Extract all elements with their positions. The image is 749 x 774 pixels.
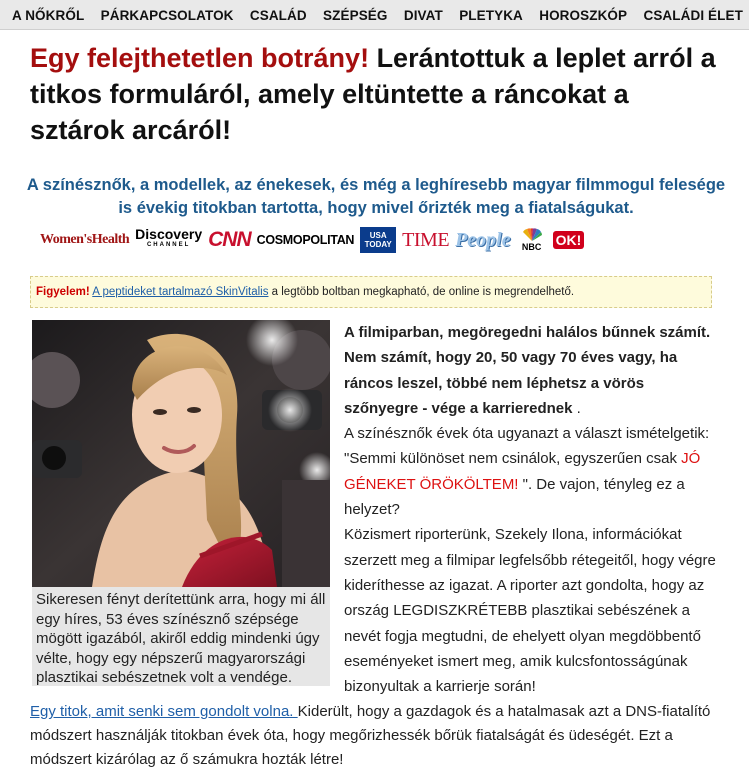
time-logo: TIME xyxy=(402,228,450,251)
nav-item-szepseg[interactable]: SZÉPSÉG xyxy=(323,7,388,23)
nav-item-parkapcsolatok[interactable]: PÁRKAPCSOLATOK xyxy=(100,7,234,23)
top-navigation xyxy=(0,0,749,30)
subheadline: A színésznők, a modellek, az énekesek, és még a leghíresebb magyar filmmogul felesége is évekig titokban tartotta, hogy mivel őrizték meg a fiatalságukat. xyxy=(26,176,726,217)
article-intro-bold: A filmiparban, megöregedni halálos bűnnek számít. Nem számít, hogy 20, 50 vagy 70 éves vagy, ha ráncos leszel, többé nem léphetsz a vörös szőnyegre - vége a karrierednek xyxy=(344,324,711,417)
womens-health-logo: Women'sHealth xyxy=(40,232,130,247)
nav-item-a-nokrol[interactable]: A NŐKRŐL xyxy=(12,7,85,23)
page-title xyxy=(30,40,730,148)
usa-today-logo-line2: TODAY xyxy=(364,240,392,249)
nav-item-csalad[interactable]: CSALÁD xyxy=(249,7,307,23)
cosmopolitan-logo: COSMOPOLITAN xyxy=(256,233,355,247)
nav-item-pletyka[interactable]: PLETYKA xyxy=(459,7,523,23)
headline-text: Lerántottuk a leplet arról a titkos formuláról, amely eltüntette a ráncokat a sztárok arcáról! xyxy=(30,43,716,145)
article-paragraph-2 xyxy=(344,421,716,522)
paragraph-2-end: ". De vajon, tényleg ez a helyzet? xyxy=(344,475,685,519)
media-logos-strip xyxy=(40,226,584,254)
nav-item-csaladi-elet[interactable]: CSALÁDI ÉLET xyxy=(643,7,743,23)
nbc-logo xyxy=(517,228,547,252)
photo-caption: Sikeresen fényt derítettünk arra, hogy mi áll egy híres, 53 éves színésznő szépsége mögött igazából, akiről eddig mindenki úgy vélte, hogy egy népszerű magyarországi plasztikai sebészetnek volt a vendége. xyxy=(32,587,330,686)
ok-magazine-logo: OK! xyxy=(553,231,585,249)
celebrity-photo-illustration xyxy=(32,320,330,587)
article-intro xyxy=(344,320,716,421)
bottom-text: Kiderült, hogy a gazdagok és a hatalmasak azt a DNS-fiatalító módszert használják titokban évek óta, hogy megőrizhessék bőrük fiatalságát és üdeségét. Ezt a módszert kizárólag az ő számukra hozták létre! xyxy=(30,703,711,768)
secret-link[interactable]: Egy titok, amit senki sem gondolt volna. xyxy=(30,703,298,720)
discovery-channel-text: CHANNEL xyxy=(146,242,191,248)
celebrity-photo xyxy=(32,320,330,587)
discovery-logo-text: Discovery xyxy=(135,226,203,242)
nbc-peacock-icon xyxy=(521,228,543,242)
nav-items xyxy=(0,0,749,30)
nav-item-horoszkop[interactable]: HOROSZKÓP xyxy=(539,7,628,23)
bottom-paragraph xyxy=(30,700,720,772)
notice-product-link[interactable]: A peptideket tartalmazó SkinVitalis xyxy=(92,286,269,298)
paragraph-2-start: A színésznők évek óta ugyanazt a választ ismételgetik: "Semmi különöset nem csinálok, egyszerűen csak xyxy=(344,425,710,468)
article-paragraph-3: Közismert riporterünk, Szekely Ilona, információkat szerzett meg a filmipar legfelsőbb rétegeitől, hogy végre kideríthesse az igazat. A riporter azt gondolta, hogy az ország LEGDISZKRÉTEBB plasztikai sebészének a nevét fogja megtudni, de ehelyett olyan megdöbbentő eseményeket ismert meg, amik kulcsfontosságúnak bizonyultak a karrierje során! xyxy=(344,526,716,696)
usa-today-logo xyxy=(360,227,396,253)
article-intro-end: . xyxy=(572,399,581,417)
notice-text: a legtöbb boltban megkapható, de online is megrendelhető. xyxy=(268,286,575,298)
article-body xyxy=(344,320,716,699)
availability-notice xyxy=(30,276,712,308)
paragraph-2-highlight: JÓ GÉNEKET ÖRÖKÖLTEM! xyxy=(344,450,701,493)
nav-item-divat[interactable]: DIVAT xyxy=(403,7,443,23)
discovery-logo xyxy=(135,226,203,251)
notice-label: Figyelem! xyxy=(36,286,90,298)
usa-today-logo-line1: USA xyxy=(369,231,387,240)
cnn-logo: CNN xyxy=(208,228,251,251)
people-logo: People xyxy=(455,228,511,251)
headline-highlight: Egy felejthetetlen botrány! xyxy=(30,43,370,73)
nbc-logo-text: NBC xyxy=(521,242,542,252)
